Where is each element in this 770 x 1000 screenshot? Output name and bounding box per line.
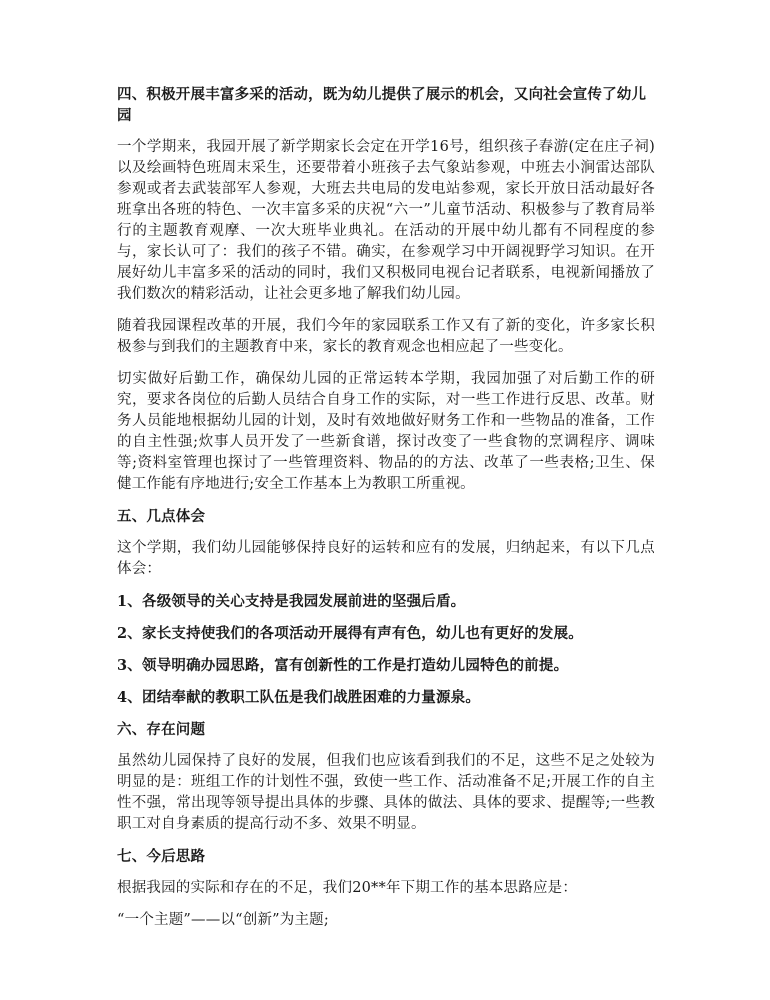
section-4-heading: 四、积极开展丰富多采的活动，既为幼儿提供了展示的机会，又向社会宣传了幼儿园	[117, 86, 647, 124]
insight-2: 2、家长支持使我们的各项活动开展得有声有色，幼儿也有更好的发展。	[117, 625, 583, 642]
section-6-paragraph: 虽然幼儿园保持了良好的发展，但我们也应该看到我们的不足，这些不足之处较为明显的是：班组工作的计划性不强，致使一些工作、活动准备不足;开展工作的自主性不强，常出现等领导提出具体的步骤、具体的做法、具体的要求、提醒等;一些教职工对自身素质的提高行动不多、效果不明显。	[117, 753, 655, 832]
section-5-heading: 五、几点体会	[117, 508, 206, 525]
section-4-paragraph-3: 切实做好后勤工作，确保幼儿园的正常运转本学期，我园加强了对后勤工作的研究，要求各岗位的后勤人员结合自身工作的实际，对一些工作进行反思、改革。财务人员能地根据幼儿园的计划，及时有效地做好财务工作和一些物品的准备，工作的自主性强;炊事人员开发了一些新食谱，探讨改变了一些食物的烹调程序、调味等;资料室管理也探讨了一些管理资料、物品的的方法、改革了一些表格;卫生、保健工作能有序地进行;安全工作基本上为教职工所重视。	[117, 371, 655, 492]
insight-1: 1、各级领导的关心支持是我园发展前进的坚强后盾。	[117, 593, 466, 610]
section-7-heading: 七、今后思路	[117, 848, 206, 865]
section-7-intro: 根据我园的实际和存在的不足，我们20**年下期工作的基本思路应是：	[117, 880, 578, 896]
section-7-item-1: “一个主题”——以“创新”为主题;	[117, 912, 329, 928]
section-4-paragraph-1: 一个学期来，我园开展了新学期家长会定在开学16号，组织孩子春游(定在庄子祠)以及绘画特色班周末采生，还要带着小班孩子去气象站参观，中班去小涧雷达部队参观或者去武装部军人参观，大班去共电局的发电站参观，家长开放日活动最好各班拿出各班的特色、一次丰富多采的庆祝“六一”儿童节活动、积极参与了教育局举行的主题教育观摩、一次大班毕业典礼。在活动的开展中幼儿都有不同程度的参与，家长认可了：我们的孩子不错。确实，在参观学习中开阔视野学习知识。在开展好幼儿丰富多采的活动的同时，我们又积极同电视台记者联系，电视新闻播放了我们数次的精彩活动，让社会更多地了解我们幼儿园。	[117, 139, 655, 302]
section-6-heading: 六、存在问题	[117, 721, 206, 738]
insight-4: 4、团结奉献的教职工队伍是我们战胜困难的力量源泉。	[117, 689, 481, 706]
document-page	[117, 84, 655, 942]
section-5-intro: 这个学期，我们幼儿园能够保持良好的运转和应有的发展，归纳起来，有以下几点体会：	[117, 540, 655, 577]
section-4-paragraph-2: 随着我园课程改革的开展，我们今年的家园联系工作又有了新的变化，许多家长积极参与到我们的主题教育中来，家长的教育观念也相应起了一些变化。	[117, 318, 655, 355]
insight-3: 3、领导明确办园思路，富有创新性的工作是打造幼儿园特色的前提。	[117, 657, 569, 674]
